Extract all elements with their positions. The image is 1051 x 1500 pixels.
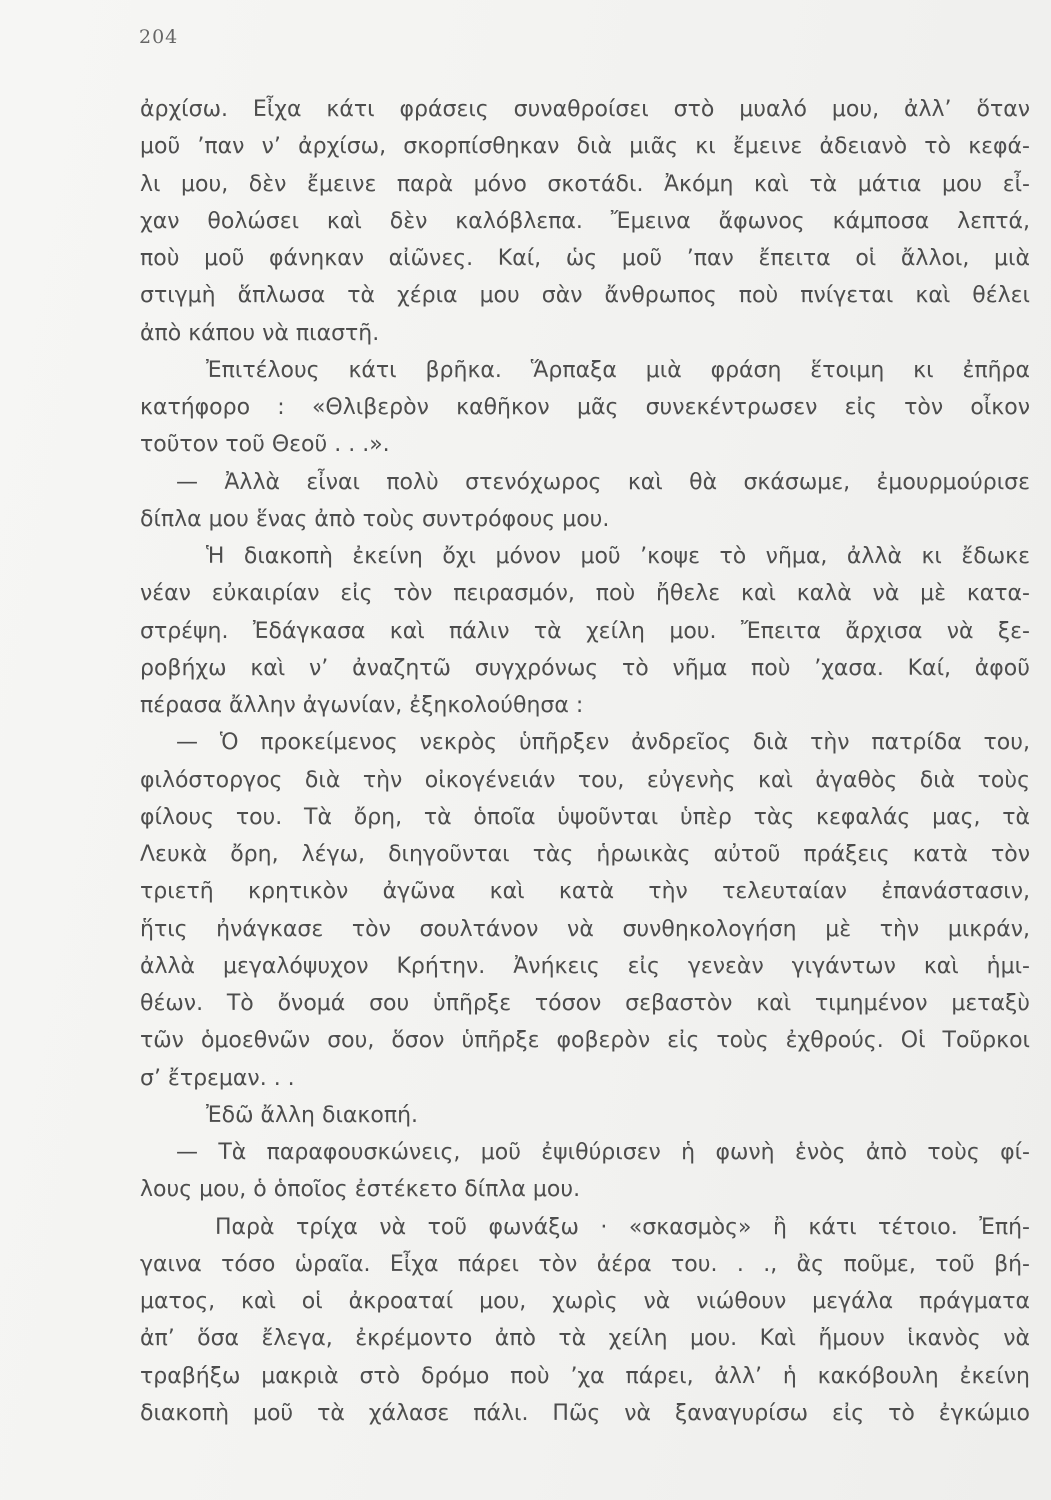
text-line: λους μου, ὁ ὁποῖος ἐστέκετο δίπλα μου. [140, 1177, 581, 1203]
text-line: Ἡ διακοπὴ ἐκείνη ὄχι μόνον μοῦ ’κοψε τὸ νῆμα, ἀλλὰ κι ἔδωκε [206, 544, 1030, 569]
text-line: χαν θολώσει καὶ δὲν καλόβλεπα. Ἔμεινα ἄφωνος κάμποσα λεπτά, [140, 208, 1030, 234]
text-line: φίλους του. Τὰ ὄρη, τὰ ὁποῖα ὑψοῦνται ὑπὲρ τὰς κεφαλάς μας, τὰ [140, 804, 1030, 830]
paragraph [140, 464, 1030, 539]
text-line: στρέψη. Ἐδάγκασα καὶ πάλιν τὰ χείλη μου. Ἔπειτα ἄρχισα νὰ ξε- [140, 618, 1030, 644]
text-line: σ’ ἔτρεμαν. . . [140, 1065, 295, 1091]
text-line: λι μου, δὲν ἔμεινε παρὰ μόνο σκοτάδι. Ἀκόμη καὶ τὰ μάτια μου εἶ- [140, 171, 1030, 197]
text-line: τραβήξω μακριὰ στὸ δρόμο ποὺ ’χα πάρει, ἀλλ’ ἡ κακόβουλη ἐκείνη [140, 1363, 1030, 1389]
text-line: Ἐδῶ ἄλλη διακοπή. [206, 1102, 419, 1128]
text-line: διακοπὴ μοῦ τὰ χάλασε πάλι. Πῶς νὰ ξαναγυρίσω εἰς τὸ ἐγκώμιο [140, 1400, 1030, 1426]
text-line: ποὺ μοῦ φάνηκαν αἰῶνες. Καί, ὡς μοῦ ’παν ἔπειτα οἱ ἄλλοι, μιὰ [140, 246, 1030, 271]
text-line: — Ὁ προκείμενος νεκρὸς ὑπῆρξεν ἀνδρεῖος διὰ τὴν πατρίδα του, [176, 730, 1030, 756]
paragraph [140, 91, 1030, 352]
text-line: τοῦτον τοῦ Θεοῦ . . .». [140, 432, 390, 458]
text-line: γαινα τόσο ὡραῖα. Εἶχα πάρει τὸν ἀέρα του. . ., ἂς ποῦμε, τοῦ βή- [140, 1251, 1030, 1277]
page-number: 204 [139, 26, 179, 48]
text-line: μοῦ ’παν ν’ ἀρχίσω, σκορπίσθηκαν διὰ μιᾶς κι ἔμεινε ἀδειανὸ τὸ κεφά- [140, 134, 1030, 160]
paragraph [140, 1209, 1030, 1433]
text-line: Ἐπιτέλους κάτι βρῆκα. Ἅρπαξα μιὰ φράση ἕτοιμη κι ἐπῆρα [206, 357, 1030, 383]
text-line: — Ἀλλὰ εἶναι πολὺ στενόχωρος καὶ θὰ σκάσωμε, ἐμουρμούρισε [176, 469, 1030, 495]
text-line: ἀλλὰ μεγαλόψυχον Κρήτην. Ἀνήκεις εἰς γενεὰν γιγάντων καὶ ἡμι- [140, 953, 1030, 979]
paragraph [140, 724, 1030, 1097]
text-line: κατήφορο : «Θλιβερὸν καθῆκον μᾶς συνεκέντρωσεν εἰς τὸν οἶκον [140, 395, 1030, 420]
text-line: — Τὰ παραφουσκώνεις, μοῦ ἐψιθύρισεν ἡ φωνὴ ἑνὸς ἀπὸ τοὺς φί- [176, 1140, 1030, 1165]
text-line: νέαν εὐκαιρίαν εἰς τὸν πειρασμόν, ποὺ ἤθελε καὶ καλὰ νὰ μὲ κατα- [140, 581, 1030, 607]
text-line: πέρασα ἄλλην ἀγωνίαν, ἐξηκολούθησα : [140, 693, 584, 718]
text-line: τῶν ὁμοεθνῶν σου, ὅσον ὑπῆρξε φοβερὸν εἰς τοὺς ἐχθρούς. Οἱ Τοῦρκοι [140, 1028, 1030, 1054]
paragraph [140, 1097, 1030, 1134]
text-line: ματος, καὶ οἱ ἀκροαταί μου, χωρὶς νὰ νιώθουν μεγάλα πράγματα [140, 1289, 1030, 1314]
text-line: δίπλα μου ἕνας ἀπὸ τοὺς συντρόφους μου. [140, 506, 610, 532]
text-line: φιλόστοργος διὰ τὴν οἰκογένειάν του, εὐγενὴς καὶ ἀγαθὸς διὰ τοὺς [140, 767, 1030, 793]
paragraph [140, 352, 1030, 464]
text-line: τριετῆ κρητικὸν ἀγῶνα καὶ κατὰ τὴν τελευταίαν ἐπανάστασιν, [140, 879, 1030, 905]
paragraph [140, 538, 1030, 724]
text-line: ἀπ’ ὅσα ἔλεγα, ἐκρέμοντο ἀπὸ τὰ χείλη μου. Καὶ ἤμουν ἱκανὸς νὰ [140, 1326, 1030, 1352]
text-line: ἥτις ἠνάγκασε τὸν σουλτάνον νὰ συνθηκολογήση μὲ τὴν μικράν, [140, 916, 1030, 942]
text-line: ροβήχω καὶ ν’ ἀναζητῶ συγχρόνως τὸ νῆμα ποὺ ’χασα. Καί, ἀφοῦ [140, 655, 1030, 681]
text-line: θέων. Τὸ ὄνομά σου ὑπῆρξε τόσον σεβαστὸν καὶ τιμημένον μεταξὺ [140, 991, 1030, 1016]
text-line: ἀρχίσω. Εἶχα κάτι φράσεις συναθροίσει στὸ μυαλό μου, ἀλλ’ ὅταν [140, 97, 1030, 122]
paragraph [140, 1134, 1030, 1209]
text-line: Παρὰ τρίχα νὰ τοῦ φωνάξω · «σκασμὸς» ἢ κάτι τέτοιο. Ἐπή- [215, 1214, 1030, 1240]
text-line: Λευκὰ ὄρη, λέγω, διηγοῦνται τὰς ἡρωικὰς αὐτοῦ πράξεις κατὰ τὸν [140, 842, 1030, 867]
text-line: στιγμὴ ἅπλωσα τὰ χέρια μου σὰν ἄνθρωπος ποὺ πνίγεται καὶ θέλει [140, 283, 1030, 309]
text-line: ἀπὸ κάπου νὰ πιαστῆ. [140, 320, 380, 346]
body-text [140, 91, 1030, 1432]
